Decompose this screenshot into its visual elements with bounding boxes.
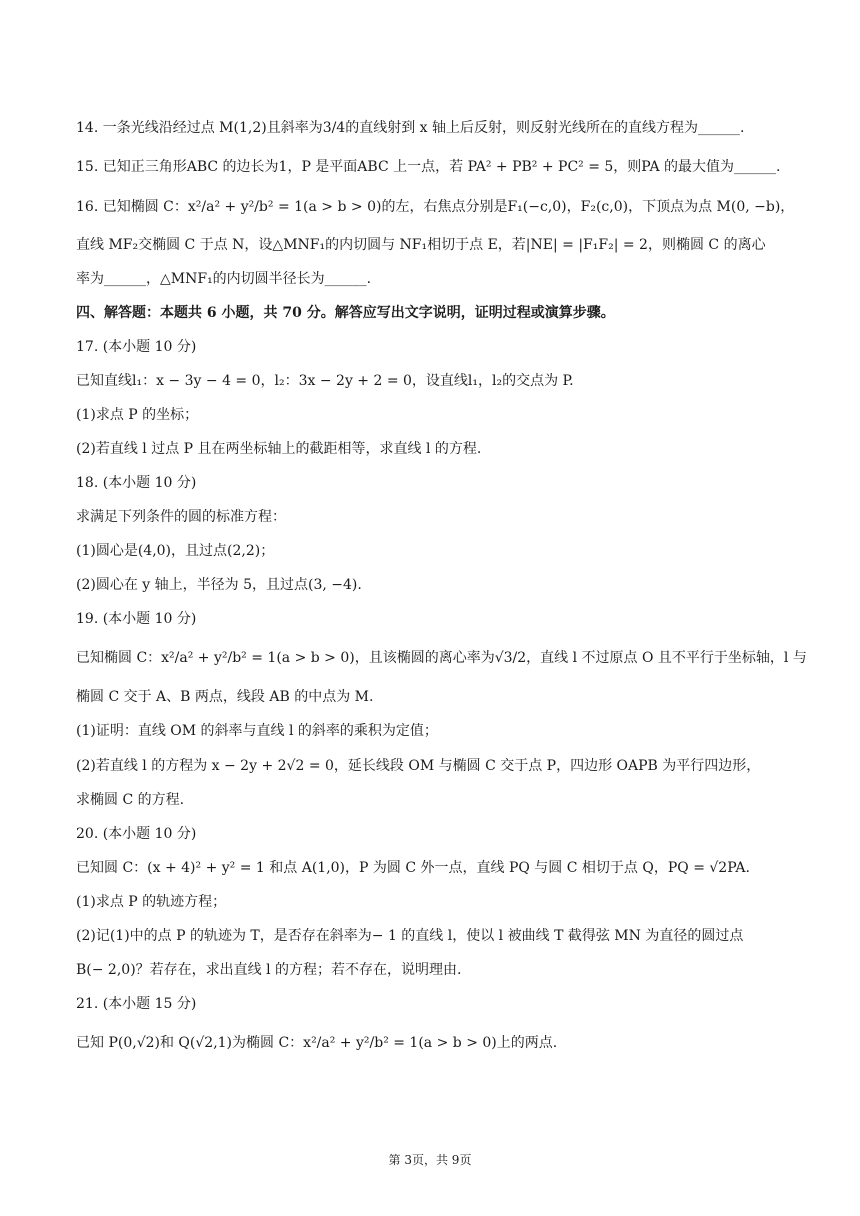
- question-16-line-3: 率为______，△MNF₁的内切圆半径长为______.: [76, 271, 372, 287]
- question-19-part-1: (1)证明：直线 OM 的斜率与直线 l 的斜率的乘积为定值；: [76, 723, 438, 739]
- question-16-line-2: 直线 MF₂交椭圆 C 于点 N，设△MNF₁的内切圆与 NF₁相切于点 E，若|NE| = |F₁F₂| = 2，则椭圆 C 的离心: [76, 237, 766, 253]
- question-20-part-1: (1)求点 P 的轨迹方程；: [76, 894, 227, 910]
- question-17-title: 17. (本小题 10 分): [76, 339, 197, 355]
- question-19-stem-1: 已知椭圆 C：x²/a² + y²/b² = 1(a > b > 0)，且该椭圆的离心率为√3/2，直线 l 不过原点 O 且不平行于坐标轴，l 与: [76, 650, 807, 666]
- question-17-part-1: (1)求点 P 的坐标；: [76, 407, 199, 423]
- question-19-part-2-line-1: (2)若直线 l 的方程为 x − 2y + 2√2 = 0，延长线段 OM 与椭圆 C 交于点 P，四边形 OAPB 为平行四边形，: [76, 758, 761, 774]
- question-18-stem: 求满足下列条件的圆的标准方程：: [76, 509, 286, 525]
- question-14: 14. 一条光线沿经过点 M(1,2)且斜率为3/4的直线射到 x 轴上后反射，则反射光线所在的直线方程为______.: [76, 120, 745, 136]
- question-20-stem: 已知圆 C：(x + 4)² + y² = 1 和点 A(1,0)，P 为圆 C 外一点，直线 PQ 与圆 C 相切于点 Q，PQ = √2PA.: [76, 860, 750, 876]
- question-16-line-1: 16. 已知椭圆 C：x²/a² + y²/b² = 1(a > b > 0)的左，右焦点分别是F₁(−c,0)，F₂(c,0)，下顶点为点 M(0, −b)，: [76, 199, 795, 215]
- question-19-stem-2: 椭圆 C 交于 A、B 两点，线段 AB 的中点为 M.: [76, 689, 374, 705]
- question-20-title: 20. (本小题 10 分): [76, 826, 197, 842]
- question-21-title: 21. (本小题 15 分): [76, 996, 197, 1012]
- question-17-part-2: (2)若直线 l 过点 P 且在两坐标轴上的截距相等，求直线 l 的方程.: [76, 441, 482, 457]
- question-20-part-2-line-1: (2)记(1)中的点 P 的轨迹为 T，是否存在斜率为− 1 的直线 l，使以 l 被曲线 T 截得弦 MN 为直径的圆过点: [76, 928, 744, 944]
- question-15: 15. 已知正三角形ABC 的边长为1，P 是平面ABC 上一点，若 PA² + PB² + PC² = 5，则PA 的最大值为______.: [76, 159, 781, 175]
- question-21-stem: 已知 P(0,√2)和 Q(√2,1)为椭圆 C：x²/a² + y²/b² = 1(a > b > 0)上的两点.: [76, 1035, 558, 1051]
- page-footer: 第 3页，共 9页: [388, 1153, 472, 1167]
- question-19-part-2-line-2: 求椭圆 C 的方程.: [76, 792, 185, 808]
- question-18-part-2: (2)圆心在 y 轴上，半径为 5，且过点(3, −4).: [76, 577, 362, 593]
- question-17-stem: 已知直线l₁：x − 3y − 4 = 0，l₂：3x − 2y + 2 = 0，设直线l₁，l₂的交点为 P.: [76, 373, 574, 389]
- question-18-title: 18. (本小题 10 分): [76, 475, 197, 491]
- question-19-title: 19. (本小题 10 分): [76, 611, 197, 627]
- section-heading-4: 四、解答题：本题共 6 小题，共 70 分。解答应写出文字说明，证明过程或演算步骤。: [76, 305, 615, 321]
- question-18-part-1: (1)圆心是(4,0)，且过点(2,2)；: [76, 543, 275, 559]
- question-20-part-2-line-2: B(− 2,0)？若存在，求出直线 l 的方程；若不存在，说明理由.: [76, 962, 462, 978]
